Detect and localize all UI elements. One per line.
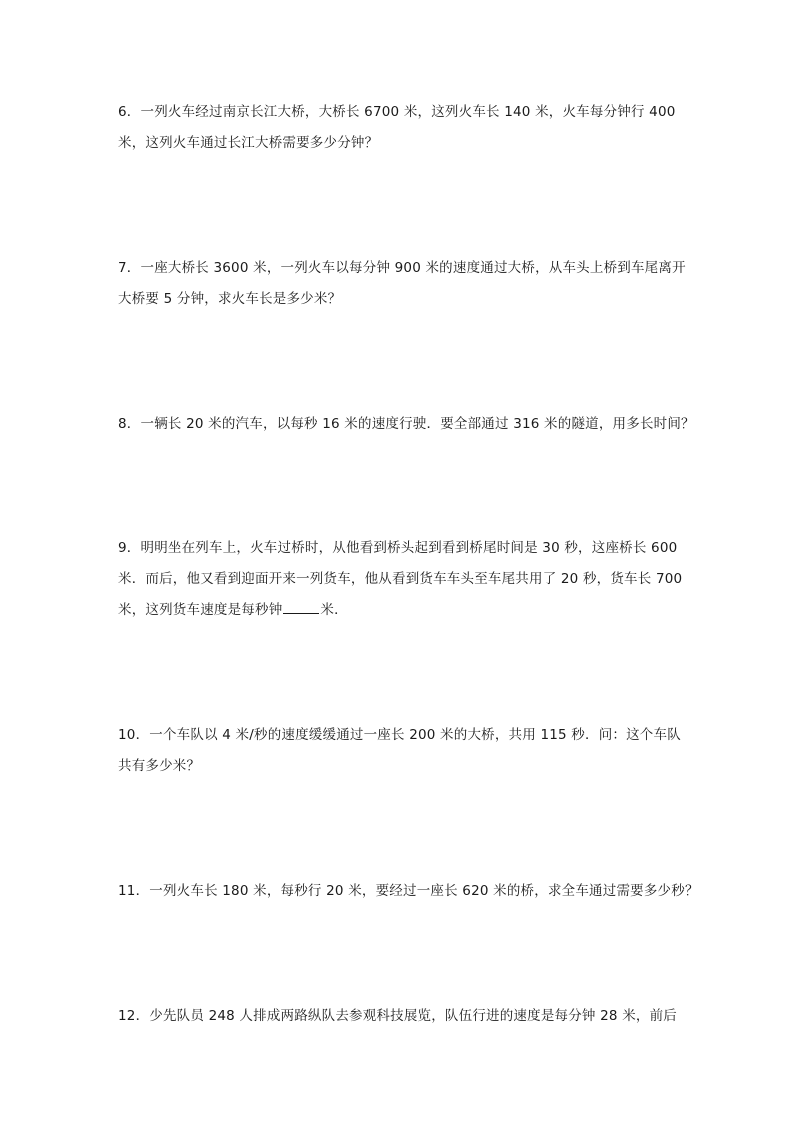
problem-9-line-2: 米．而后，他又看到迎面开来一列货车，他从看到货车车头至车尾共用了 20 秒，货车长 700 <box>118 571 683 587</box>
problem-11-line-1: 11．一列火车长 180 米，每秒行 20 米，要经过一座长 620 米的桥，求全车通过需要多少秒？ <box>118 883 699 899</box>
problem-11 <box>118 876 699 907</box>
problem-10-line-2: 共有多少米？ <box>118 758 201 774</box>
problem-7-line-1: 7．一座大桥长 3600 米，一列火车以每分钟 900 米的速度通过大桥，从车头上桥到车尾离开 <box>118 260 686 276</box>
answer-blank <box>283 599 319 614</box>
problem-8-line-1: 8．一辆长 20 米的汽车，以每秒 16 米的速度行驶．要全部通过 316 米的隧道，用多长时间？ <box>118 416 695 432</box>
problem-7 <box>118 253 686 315</box>
problem-9-text-after-blank: 米． <box>320 602 348 618</box>
problem-8 <box>118 409 695 440</box>
problem-9-line-1: 9．明明坐在列车上，火车过桥时，从他看到桥头起到看到桥尾时间是 30 秒，这座桥长 600 <box>118 540 678 556</box>
problem-9-text-before-blank: 米，这列货车速度是每秒钟 <box>118 602 283 618</box>
problem-9-line-3 <box>118 595 678 626</box>
problem-6-line-2: 米，这列火车通过长江大桥需要多少分钟？ <box>118 135 379 151</box>
problem-9 <box>118 533 683 626</box>
problem-10 <box>118 720 681 782</box>
problem-6-line-1: 6．一列火车经过南京长江大桥，大桥长 6700 米，这列火车长 140 米，火车每分钟行 400 <box>118 104 676 120</box>
problem-10-line-1: 10．一个车队以 4 米/秒的速度缓缓通过一座长 200 米的大桥，共用 115 秒．问：这个车队 <box>118 727 681 743</box>
problem-6 <box>118 97 678 159</box>
problem-12-line-1: 12．少先队员 248 人排成两路纵队去参观科技展览，队伍行进的速度是每分钟 28 米，前后 <box>118 1008 677 1024</box>
problem-12 <box>118 1001 678 1032</box>
problem-7-line-2: 大桥要 5 分钟，求火车长是多少米？ <box>118 291 342 307</box>
